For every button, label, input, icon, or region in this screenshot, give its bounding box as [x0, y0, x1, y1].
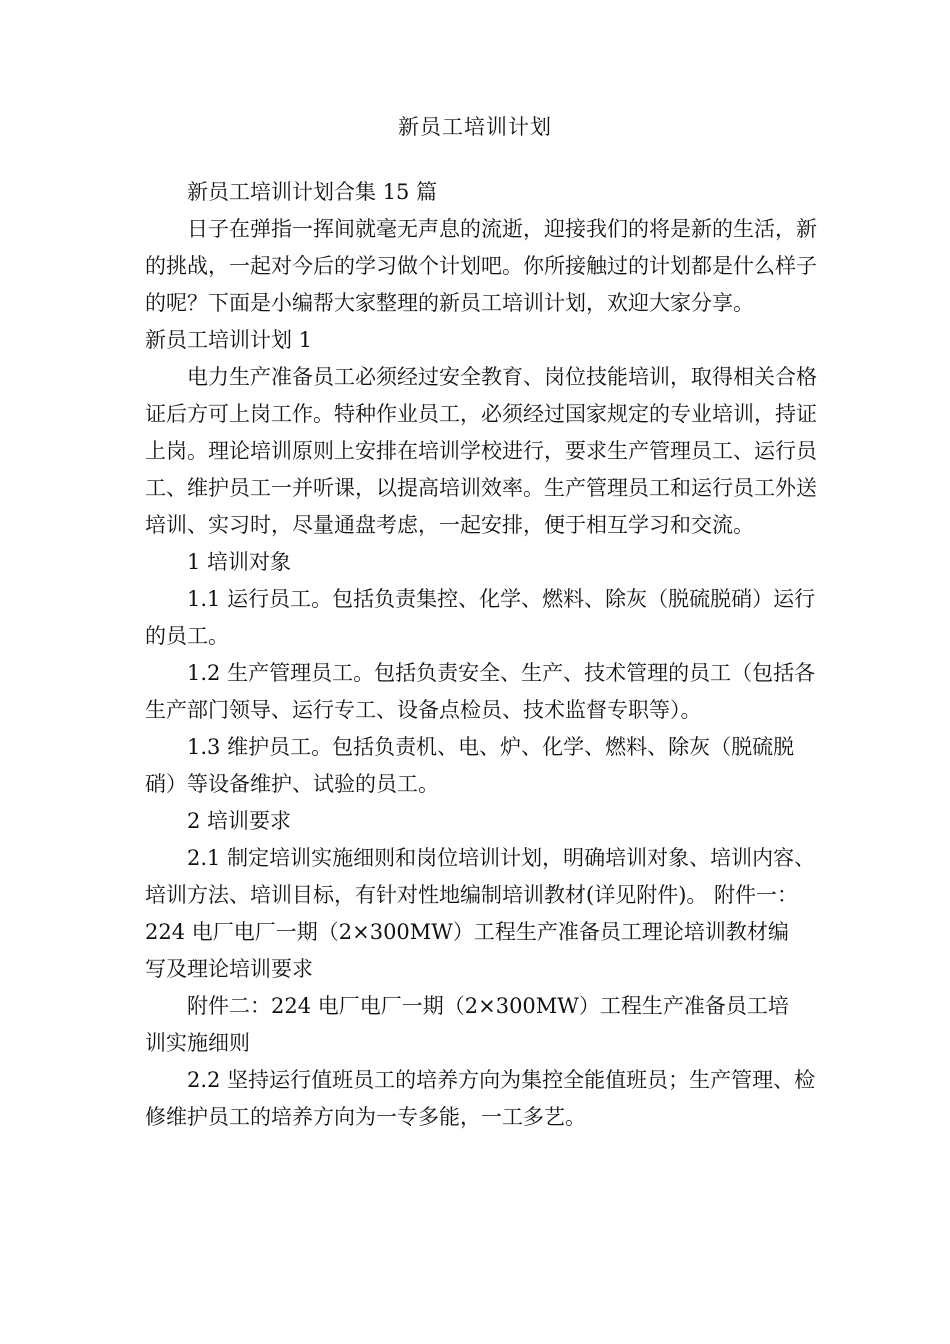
- item-1-3: 1.3 维护员工。包括负责机、电、炉、化学、燃料、除灰（脱硫脱硝）等设备维护、试验的员工。: [145, 735, 795, 796]
- section-heading: 新员工培训计划 1: [145, 328, 313, 352]
- attachment-1-line-2: 写及理论培训要求: [145, 957, 313, 981]
- attachment-2-line-1: 附件二：224 电厂电厂一期（2×300MW）工程生产准备员工培: [187, 994, 789, 1018]
- heading-training-requirements: 2 培训要求: [187, 809, 292, 833]
- item-1-2: 1.2 生产管理员工。包括负责安全、生产、技术管理的员工（包括各生产部门领导、运行专工、设备点检员、技术监督专职等）。: [145, 661, 816, 722]
- attachment-1-line-1: 224 电厂电厂一期（2×300MW）工程生产准备员工理论培训教材编: [145, 920, 789, 944]
- attachment-2: [145, 988, 825, 1062]
- document-title: 新员工培训计划: [398, 115, 552, 139]
- body-paragraph: 电力生产准备员工必须经过安全教育、岗位技能培训，取得相关合格证后方可上岗工作。特种作业员工，必须经过国家规定的专业培训，持证上岗。理论培训原则上安排在培训学校进行，要求生产管理员工、运行员工、维护员工一并听课，以提高培训效率。生产管理员工和运行员工外送培训、实习时，尽量通盘考虑，一起安排，便于相互学习和交流。: [145, 365, 817, 537]
- item-2-1: 2.1 制定培训实施细则和岗位培训计划，明确培训对象、培训内容、培训方法、培训目标，有针对性地编制培训教材(详见附件)。 附件一：: [145, 846, 816, 907]
- heading-training-targets: 1 培训对象: [187, 550, 292, 574]
- intro-paragraph: 日子在弹指一挥间就毫无声息的流逝，迎接我们的将是新的生活，新的挑战，一起对今后的学习做个计划吧。你所接触过的计划都是什么样子的呢？下面是小编帮大家整理的新员工培训计划，欢迎大家分享。: [145, 217, 817, 315]
- item-1-1: 1.1 运行员工。包括负责集控、化学、燃料、除灰（脱硫脱硝）运行的员工。: [145, 587, 816, 648]
- item-2-2: 2.2 坚持运行值班员工的培养方向为集控全能值班员；生产管理、检修维护员工的培养方向为一专多能，一工多艺。: [145, 1068, 816, 1129]
- attachment-1: [145, 914, 825, 988]
- attachment-2-line-2: 训实施细则: [145, 1031, 250, 1055]
- document-body: [145, 174, 825, 1136]
- collection-subtitle: 新员工培训计划合集 15 篇: [187, 180, 438, 204]
